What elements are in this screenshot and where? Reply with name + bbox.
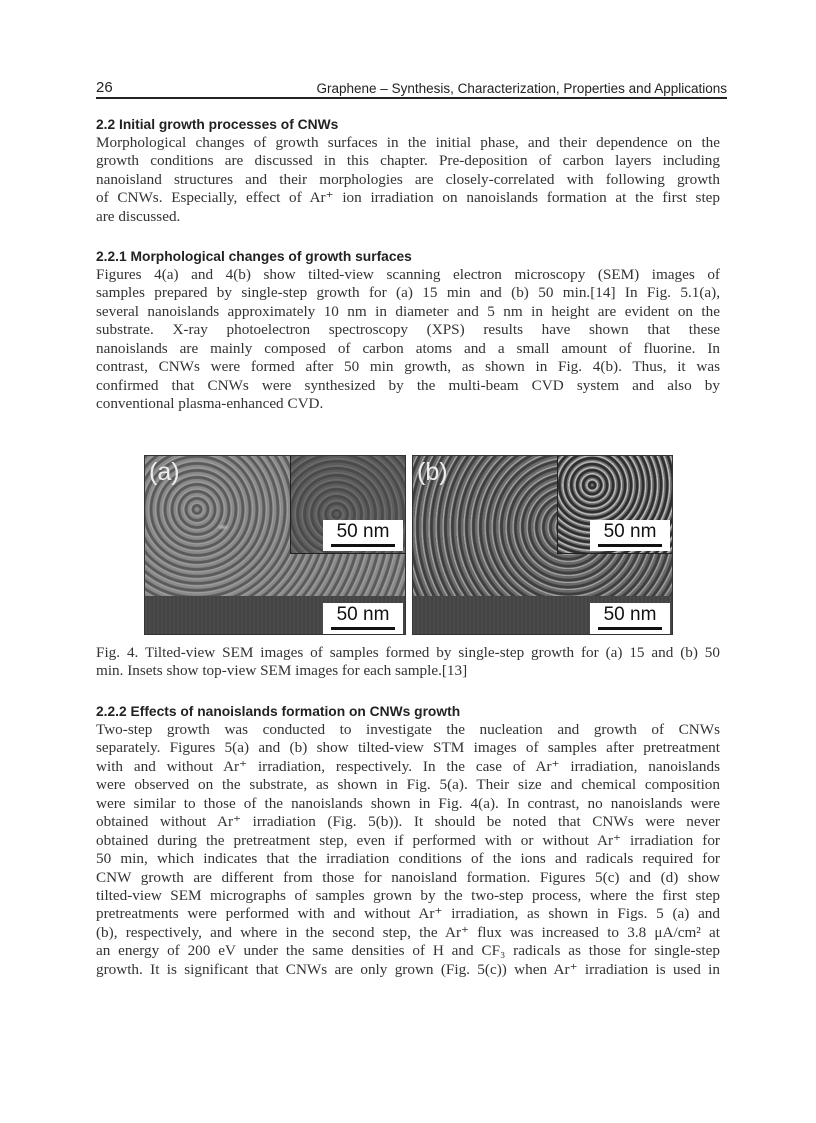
text-line: were similar to those of the nanoislands shown in Fig. 4(a). In contrast, no nanoislands were	[96, 794, 720, 812]
panel-label: (a)	[149, 458, 180, 486]
text-line: Two-step growth was conducted to investigate the nucleation and growth of CNWs	[96, 721, 720, 738]
running-header	[96, 78, 727, 99]
text-line: Morphological changes of growth surfaces in the initial phase, and their dependence on the	[96, 134, 720, 151]
text-line: substrate. X-ray photoelectron spectroscopy (XPS) results have shown that these	[96, 321, 720, 339]
section-heading: 2.2 Initial growth processes of CNWs	[96, 117, 339, 132]
text-line: obtained during the pretreatment step, even if performed with or without Ar⁺ irradiation for	[96, 831, 720, 849]
section-2-2-2	[96, 703, 720, 979]
text-line: several nanoislands approximately 10 nm in diameter and 5 nm in height are evident on the	[96, 302, 720, 320]
text-line: obtained without Ar⁺ irradiation (Fig. 5(b)). It should be noted that CNWs were never	[96, 813, 720, 831]
text-line: separately. Figures 5(a) and (b) show tilted-view STM images of samples after pretreatment	[96, 739, 720, 757]
text-line: (b), respectively, and where in the second step, the Ar⁺ flux was increased to 3.8 μA/cm² at	[96, 923, 720, 941]
text-line: Figures 4(a) and 4(b) show tilted-view scanning electron microscopy (SEM) images of	[96, 266, 720, 283]
caption-line: min. Insets show top-view SEM images for each sample.[13]	[96, 662, 468, 680]
text-line: tilted-view SEM micrographs of samples grown by the two-step process, where the first step	[96, 886, 720, 904]
section-heading: 2.2.1 Morphological changes of growth surfaces	[96, 249, 412, 264]
text-line: 50 min, which indicates that the irradiation conditions of the ions and radicals required for	[96, 850, 720, 868]
page-number: 26	[96, 79, 113, 96]
figure-caption	[96, 644, 720, 681]
text-line: are discussed.	[96, 207, 181, 225]
sem-image-a	[144, 455, 406, 635]
caption-line: Fig. 4. Tilted-view SEM images of samples formed by single-step growth for (a) 15 and (b) 50	[96, 644, 720, 661]
sem-image-b	[412, 455, 673, 635]
text-line: nanoislands are mainly composed of carbon atoms and a small amount of fluorine. In	[96, 339, 720, 357]
section-heading: 2.2.2 Effects of nanoislands formation on CNWs growth	[96, 704, 461, 719]
text-line: of CNWs. Especially, effect of Ar⁺ ion irradiation on nanoislands formation at the first step	[96, 189, 720, 207]
text-line: samples prepared by single-step growth for (a) 15 min and (b) 50 min.[14] In Fig. 5.1(a),	[96, 284, 720, 302]
text-line: CNW growth are different from those for nanoisland formation. Figures 5(c) and (d) show	[96, 868, 720, 886]
inset-scale-bar: 50 nm	[590, 520, 670, 551]
text-line: were observed on the substrate, as shown in Fig. 5(a). Their size and chemical composition	[96, 776, 720, 794]
scale-bar: 50 nm	[590, 603, 670, 634]
text-line: with and without Ar⁺ irradiation, respectively. In the case of Ar⁺ irradiation, nanoislands	[96, 757, 720, 775]
section-2-2-1	[96, 248, 720, 414]
running-title: Graphene – Synthesis, Characterization, Properties and Applications	[316, 81, 727, 96]
text-line: an energy of 200 eV under the same densities of H and CF₃ radicals as those for single-step	[96, 942, 720, 960]
text-line: growth. It is significant that CNWs are only grown (Fig. 5(c)) when Ar⁺ irradiation is used in	[96, 960, 720, 978]
inset-top-view-a	[290, 456, 405, 554]
text-line: nanoisland structures and their morphologies are closely-correlated with following growth	[96, 170, 720, 188]
scale-bar: 50 nm	[323, 603, 403, 634]
panel-label: (b)	[417, 458, 448, 486]
text-line: growth conditions are discussed in this chapter. Pre-deposition of carbon layers including	[96, 152, 720, 170]
text-line: pretreatments were performed with and without Ar⁺ irradiation, as shown in Figs. 5 (a) and	[96, 905, 720, 923]
section-2-2	[96, 116, 720, 226]
inset-scale-bar: 50 nm	[323, 520, 403, 551]
text-line: contrast, CNWs were formed after 50 min growth, as shown in Fig. 4(b). Thus, it was	[96, 358, 720, 376]
text-line: conventional plasma-enhanced CVD.	[96, 395, 324, 413]
inset-top-view-b	[557, 456, 672, 554]
text-line: confirmed that CNWs were synthesized by the multi-beam CVD system and also by	[96, 376, 720, 394]
